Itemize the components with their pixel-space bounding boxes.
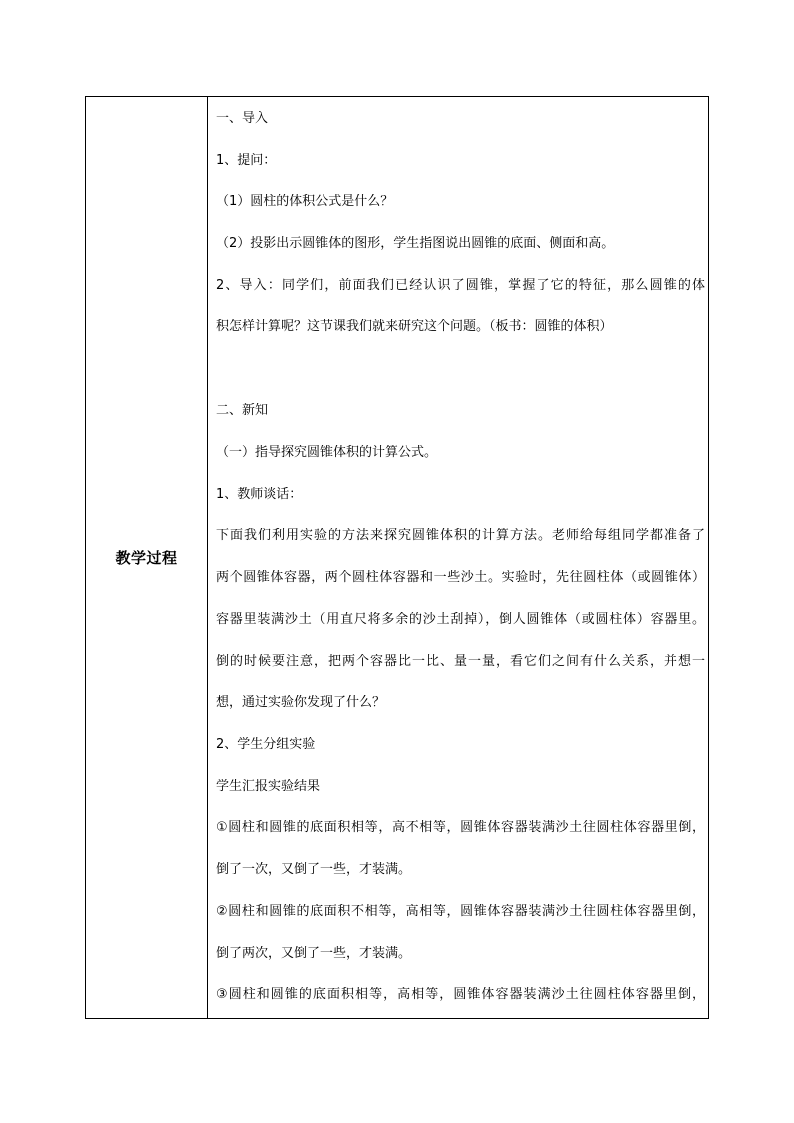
result-line: ①圆柱和圆锥的底面积相等，高不相等，圆锥体容器装满沙土往圆柱体容器里倒， [216, 820, 705, 835]
question-2: （2）投影出示圆锥体的图形，学生指图说出圆锥的底面、侧面和高。 [216, 236, 615, 251]
lesson-table [85, 96, 709, 1019]
teacher-talk-line: 两个圆锥体容器，两个圆柱体容器和一些沙土。实验时，先往圆柱体（或圆锥体） [216, 570, 705, 585]
content-cell [208, 97, 708, 1018]
intro-paragraph-line: 2、导入：同学们，前面我们已经认识了圆锥，掌握了它的特征，那么圆锥的体 [216, 278, 705, 293]
label-cell [86, 97, 208, 1018]
heading-intro: 一、导入 [216, 111, 269, 126]
teacher-talk-line: 想，通过实验你发现了什么？ [216, 695, 386, 710]
subheading-explore: （一）指导探究圆锥体积的计算公式。 [216, 445, 438, 460]
item-group-experiment: 2、学生分组实验 [216, 737, 316, 752]
item-question: 1、提问： [216, 153, 277, 168]
heading-new-knowledge: 二、新知 [216, 403, 269, 418]
result-line: 倒了两次，又倒了一些，才装满。 [216, 946, 412, 961]
question-1: （1）圆柱的体积公式是什么？ [216, 194, 394, 209]
result-line: ③圆柱和圆锥的底面积相等，高相等，圆锥体容器装满沙土往圆柱体容器里倒， [216, 987, 705, 1002]
section-label: 教学过程 [115, 549, 178, 567]
intro-paragraph-line: 积怎样计算呢？这节课我们就来研究这个问题。（板书：圆锥的体积） [216, 319, 613, 334]
result-line: 倒了一次，又倒了一些，才装满。 [216, 862, 412, 877]
teacher-talk-line: 倒的时候要注意，把两个容器比一比、量一量，看它们之间有什么关系，并想一 [216, 654, 705, 669]
result-line: ②圆柱和圆锥的底面积不相等，高相等，圆锥体容器装满沙土往圆柱体容器里倒， [216, 904, 705, 919]
teacher-talk-line: 容器里装满沙土（用直尺将多余的沙土刮掉），倒人圆锥体（或圆柱体）容器里。 [216, 612, 705, 627]
teacher-talk-line: 下面我们利用实验的方法来探究圆锥体积的计算方法。老师给每组同学都准备了 [216, 528, 705, 543]
experiment-report-heading: 学生汇报实验结果 [216, 779, 321, 794]
item-teacher-talk: 1、教师谈话： [216, 487, 303, 502]
